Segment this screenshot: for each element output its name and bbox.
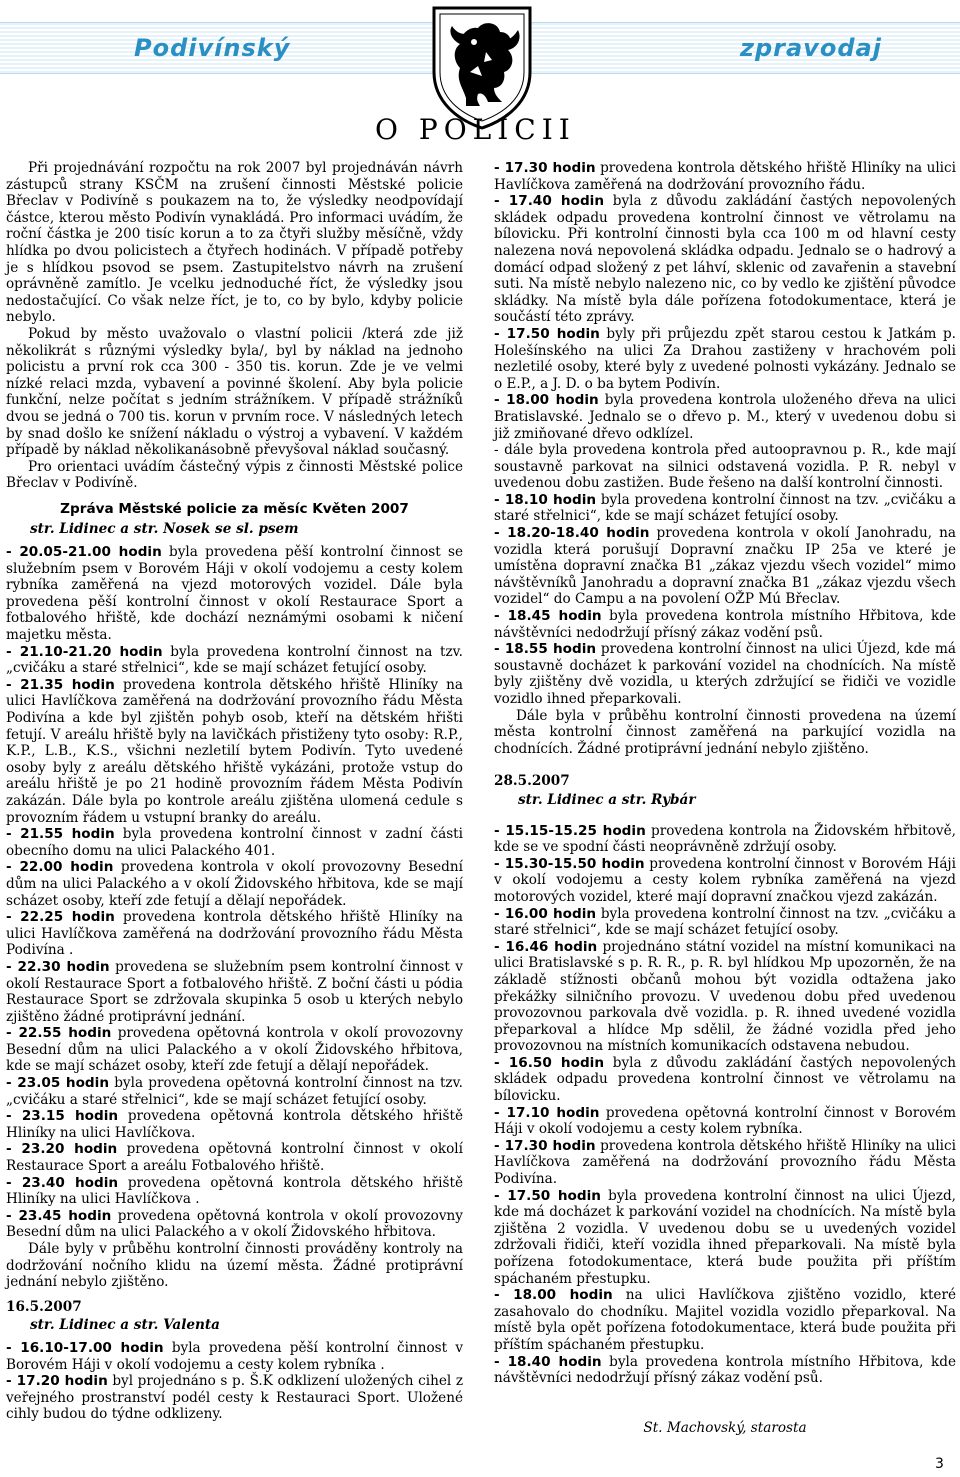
entry-text: - dále byla provedena kontrola před autoopravnou p. R., kde mají soustavně parkovat na silnici odstavená vozidla. P. R. nebyl v uvedenou dobu zastižen. Bude řešeno na další kontrolní činnosti. (494, 442, 956, 492)
log-entry (6, 1373, 463, 1423)
report-heading: Zpráva Městské policie za měsíc Květen 2007 (60, 500, 409, 517)
log-entry (494, 939, 956, 1055)
log-entry (494, 326, 956, 392)
entry-time: - 17.50 hodin (494, 325, 600, 342)
intro-paragraph: Pro orientaci uvádím částečný výpis z činnosti Městské police Břeclav v Podivíně. (6, 458, 463, 492)
log-entry (494, 608, 956, 641)
entry-text: byla provedena kontrolní činnost na tzv. „cvičáku a staré střelnici“, kde se mají scházet fetující osoby. (494, 905, 956, 939)
entry-text: provedena kontrola dětského hřiště Hliníky na ulici Havlíčkova zaměřená na dodržování provozního řádu. (494, 160, 956, 193)
entry-text: byla provedena kontrolní činnost na tzv. „cvičáku a staré střelnici“, kde se mají scházet fetující osoby. (494, 491, 956, 525)
entry-text: provedena kontrola dětského hřiště Hliníky na ulici Havlíčkova zaměřená na dodržování provozního řádu Města Podivína a kde byl zjištěn pohyb osob, kteří na dětském hřišti fetují. V areálu hřiště byly na lavičkách přistiženy tyto osoby: R.P., K.P., L.B., K.S., všichni nezletilí bytem Podivín. Tyto uvedené osoby byly z areálu dětského hřiště vykázáni, protože vstup do areálu hřiště je po 21 hodině provozním řádem Města Podivín zakázán. Dále byla po kontrole areálu zjištěna ulomená cedule s provozním řádem u vstupní branky do areálu. (6, 676, 463, 826)
summary-paragraph: Dále byla v průběhu kontrolní činnosti provedena na území města kontrolní činnost zaměřená na parkující vozidla na chodnících. Žádné protiprávní jednání nebylo zjištěno. (494, 707, 956, 757)
entry-text: byla provedena kontrola místního Hřbitova, kde návštěvníci nedodržují přísný zákaz vodění psů. (494, 1353, 956, 1387)
log-entry (494, 160, 956, 193)
entry-time: - 17.20 hodin (6, 1373, 108, 1390)
entry-time: - 20.05-21.00 hodin (6, 544, 162, 561)
entry-time: - 17.10 hodin (494, 1104, 600, 1121)
entry-text: byla provedena pěší kontrolní činnost v Borovém Háji v okolí vodojemu a cesty kolem rybníka . (6, 1339, 463, 1373)
log-entry (6, 677, 463, 826)
entry-text: byla provedena kontrola uloženého dřeva na ulici Bratislavské. Jednalo se o dřevo p. M., který v uvedenou dobu si již zmiňované dřevo odklízel. (494, 392, 956, 442)
log-entry (6, 959, 463, 1025)
log-entry (6, 1075, 463, 1108)
entry-time: - 16.46 hodin (494, 938, 598, 955)
entry-text: provedena kontrola v okolí provozovny Besední dům na ulici Palackého a v okolí Židovského hřbitova, kde se mají scházet osoby, kteří zde fetují a dělají nepořádek. (6, 859, 463, 909)
entry-time: - 22.00 hodin (6, 859, 114, 876)
entry-text: provedena kontrola dětského hřiště Hliníky na ulici Havlíčkova zaměřená na dodržování provozního řádu Města Podivína. (494, 1137, 956, 1188)
log-entry (6, 644, 463, 677)
entry-time: - 18.40 hodin (494, 1353, 602, 1370)
entry-time: - 18.00 hodin (494, 1287, 613, 1304)
entry-list (494, 823, 956, 1387)
entry-text: provedena kontrola na Židovském hřbitově, kde se ve spodní části neoprávněně zdržují osoby. (494, 822, 956, 856)
report-authors: str. Lidinec a str. Nosek se sl. psem (30, 521, 299, 538)
entry-time: - 23.20 hodin (6, 1141, 118, 1158)
entry-text: byla provedena kontrolní činnost v zadní části obecního domu na ulici Palackého 401. (6, 826, 463, 859)
entry-time: - 18.00 hodin (494, 392, 599, 409)
log-entry (6, 1208, 463, 1241)
log-entry (494, 641, 956, 707)
entry-text: provedena opětovná kontrola dětského hřiště Hliníky na ulici Havlíčkova . (6, 1174, 463, 1208)
log-entry (494, 1055, 956, 1105)
report-authors: str. Lidinec a str. Rybár (518, 791, 696, 808)
entry-time: - 23.40 hodin (6, 1174, 119, 1191)
entry-text: byla provedena opětovná kontrolní činnost na tzv. „cvičáku a staré střelnici“, kde se mají scházet fetující osoby. (6, 1075, 463, 1108)
entry-time: - 22.30 hodin (6, 958, 110, 975)
summary-paragraph: Dále byly v průběhu kontrolní činnosti prováděny kontroly na dodržování nočního klidu na území města. Žádné protiprávní jednání nebylo zjištěno. (6, 1241, 463, 1291)
entry-time: - 23.15 hodin (6, 1108, 119, 1125)
entry-time: - 17.30 hodin (494, 1137, 596, 1154)
entry-time: - 17.30 hodin (494, 160, 596, 176)
entry-text: projednáno státní vozidel na místní komunikaci na ulici Bratislavské s p. R. R., p. R. byl hlídkou Mp upozorněn, že na základě stížnosti občanů mohou být vozidla odtažena jako překážky silničního provozu. V uvedenou dobu před uvedenou provozovnou parkovala dvě vozidla. p. R. ihned uvedené vozidla přeparkoval a hlídce Mp sdělil, že žádné vozidla před jeho provozovnou na místních komunikacích odstavena nebudou. (494, 938, 956, 1055)
entry-text: provedena se služebním psem kontrolní činnost v okolí Restaurace Sport a fotbalového hřiště. Z boční části u pódia Restaurace Sport se zdržovala skupinka 5 osob u kterých nebylo zjištěno žádné protiprávní jednání. (6, 958, 463, 1025)
log-entry (494, 1354, 956, 1387)
entry-time: - 22.55 hodin (6, 1025, 112, 1042)
entry-text: byly při průjezdu zpět starou cestou k Jatkám p. Holešínského na ulici Za Drahou zastiženy v hrachovém poli nezletilé osoby, které byly z uvedené polnosti vykázány. Jednalo se o E.P., a J. D. o ba bytem Podivín. (494, 325, 956, 392)
entry-list (6, 544, 463, 1241)
log-entry (6, 544, 463, 644)
entry-text: na ulici Havlíčkova zjištěno vozidlo, které zasahovalo do chodníku. Majitel vozidla vozidlo přeparkoval. Na místě byla opět pořízena fotodokumentace, která bude použita při příštím spáchaném přestupku. (494, 1287, 956, 1353)
entry-time: - 18.55 hodin (494, 641, 597, 658)
entry-text: provedena kontrolní činnost na ulici Újezd, kde má soustavně docházet k parkování vozidel na chodnících. Na místě byly zjištěny dvě vozidla, u kterých zdržující se řidiči ve vozidle vozidlo ihned přeparkovali. (494, 641, 956, 707)
entry-list (6, 1340, 463, 1423)
entry-text: provedena kontrolní činnost v Borovém Háji v okolí vodojemu a cesty kolem rybníka zaměřená na vjezd motorových vozidel, které mají dopravní značkou vjezd zakázán. (494, 855, 956, 905)
report-date: 28.5.2007 (494, 773, 570, 790)
entry-text: provedena opětovná kontrola v okolí provozovny Besední dům na ulici Palackého a v okolí Židovského hřbitova. (6, 1207, 463, 1241)
entry-text: provedena kontrola v okolí Janohradu, na vozidla která porušují Dopravní značku IP 25a ve které je umístěna dopravní značka B1 „zákaz vjezdu všech vozidel“ mimo návštěvníků Janohradu a dopravní značka B1 „zákaz vjezdu všech vozidel“ do Campu a na povolení OŽP Mú Břeclav. (494, 525, 956, 608)
entry-time: - 23.05 hodin (6, 1075, 109, 1092)
log-entry (494, 1138, 956, 1188)
entry-text: byla provedena pěší kontrolní činnost se služebním psem v Borovém Háji v okolí vodojemu a cesty kolem rybníka zaměřená na vjezd motorových vozidel. Dále byla provedena pěší kontrolní činnost v okolí Restaurace Sport a fotbalového hřiště, kde dochází neznámými osobami k ničení majetku města. (6, 544, 463, 644)
log-entry (6, 1175, 463, 1208)
intro-paragraph: Při projednávání rozpočtu na rok 2007 byl projednáván návrh zástupců strany KSČM na zrušení činnosti Městské policie Břeclav v Podivíně s poukazem na to, že výsledky neodpovídají částce, kterou město Podivín vynakládá. Pro informaci uvádím, že roční částka je 200 tisíc korun a to za čtyři služby měsíčně, vždy hlídka po dvou policistech a čtyřech hodinách. V případě potřeby je s hlídkou psovod se psem. Zastupitelstvo návrh na zrušení oprávněně zamítlo. Je vcelku jednoduché říct, že výsledky jsou nedostačující. Co však nelze říct, je to, co by bylo, kdyby policie nebylo. (6, 160, 463, 326)
entry-text: byla z důvodu zakládání častých nepovolených skládek odpadu provedena kontrolní činnost ve větrolamu na bílovicku. (494, 1054, 956, 1105)
log-entry (494, 1188, 956, 1288)
entry-text: provedena opětovná kontrola dětského hřiště Hliníky na ulici Havlíčkova. (6, 1108, 463, 1141)
entry-text: provedena opětovná kontrolní činnost v okolí Restaurace Sport a areálu Fotbalového hřiště. (6, 1141, 463, 1175)
entry-text: provedena kontrola dětského hřiště Hliníky na ulici Havlíčkova zaměřená na dodržování provozního řádu Města Podivína . (6, 909, 463, 959)
town-crest-icon (426, 2, 538, 130)
entry-text: byl projednáno s p. Š.K odklizení uložených cihel z veřejného prostranství podél cesty k Restauraci Sport. Uložené cihly budou do týdne odklizeny. (6, 1373, 463, 1423)
page-number: 3 (935, 1456, 944, 1472)
section-title: O POLICII (375, 113, 576, 146)
log-entry (6, 1025, 463, 1075)
entry-time: - 15.15-15.25 hodin (494, 822, 646, 839)
report-date: 16.5.2007 (6, 1298, 82, 1315)
log-entry (494, 525, 956, 608)
entry-text: byla provedena kontrolní činnost na tzv. „cvičáku a staré střelnici“, kde se mají scházet fetující osoby. (6, 643, 463, 677)
entry-text: byla z důvodu zakládání častých nepovolených skládek odpadu provedena kontrolní činnost ve větrolamu na bílovicku. Při kontrolní činnosti byla cca 100 m od hlavní cesty nalezena nová nepovolená skládka odpadu. Jednalo se o hadrový a domácí odpad složený z pet láhví, sklenic od zavařenin a stavební suti. Na místě nebylo nalezeno nic, co by vedlo ke zjištění původce skládky. Na místě byla dále pořízena fotodokumentace, která je součástí této zprávy. (494, 193, 956, 326)
masthead-title-right: zpravodaj (740, 34, 882, 62)
log-entry (494, 1287, 956, 1353)
entry-time: - 18.45 hodin (494, 608, 602, 625)
log-entry (494, 492, 956, 525)
entry-time: - 16.50 hodin (494, 1054, 605, 1071)
log-entry (6, 1340, 463, 1373)
log-entry (494, 1105, 956, 1138)
log-entry (494, 193, 956, 326)
log-entry (494, 856, 956, 906)
intro-paragraph: Pokud by město uvažovalo o vlastní policii /která zde již několikrát s různými výsledky byla/, byl by náklad na jednoho policistu a první rok cca 300 - 350 tis. korun. Zde je ve velmi nízké relaci mzda, vybavení a povinné školení. Aby byla policie funkční, nelze počítat s jedním strážníkem. V případě strážníků dvou se jedná o 700 tis. korun v prvním roce. V následných letech by snad došlo ke snížení nákladu o výstroj a vybavení. V každém případě by náklad několikanásobně převyšoval náklad současný. (6, 325, 463, 459)
entry-time: - 16.00 hodin (494, 905, 597, 922)
log-entry (6, 1141, 463, 1174)
report-authors: str. Lidinec a str. Valenta (30, 1317, 220, 1334)
entry-text: provedena opětovná kontrola v okolí provozovny Besední dům na ulici Palackého a v okolí Židovského hřbitova, kde se mají scházet osoby, kteří zde fetují a dělají nepořádek. (6, 1025, 463, 1075)
entry-time: - 16.10-17.00 hodin (6, 1339, 164, 1356)
entry-time: - 21.55 hodin (6, 826, 115, 843)
log-entry (6, 909, 463, 959)
masthead-title-left: Podivínský (134, 34, 291, 62)
entry-time: - 21.35 hodin (6, 676, 115, 693)
entry-time: - 17.50 hodin (494, 1187, 601, 1204)
entry-time: - 15.30-15.50 hodin (494, 855, 645, 872)
entry-time: - 22.25 hodin (6, 909, 115, 926)
entry-text: byla provedena kontrolní činnost na ulici Újezd, kde má docházet k parkování vozidel na chodnících. Na místě byla zjištěna 2 vozidla. V uvedenou dobu se u uvedených vozidel zdržovali řidiči, kteří vozidla ihned přeparkovali. Na místě byla pořízena fotodokumentace, která bude použita při příštím spáchaném přestupku. (494, 1187, 956, 1287)
log-entry (494, 823, 956, 856)
left-column (6, 160, 463, 1423)
entry-time: - 18.20-18.40 hodin (494, 525, 650, 542)
entry-time: - 23.45 hodin (6, 1207, 112, 1224)
entry-text: byla provedena kontrola místního Hřbitova, kde návštěvníci nedodržují přísný zákaz vodění psů. (494, 608, 956, 641)
entry-time: - 21.10-21.20 hodin (6, 643, 163, 660)
log-entry (494, 442, 956, 492)
log-entry (6, 1108, 463, 1141)
log-entry (6, 859, 463, 909)
entry-time: - 18.10 hodin (494, 491, 597, 508)
entry-text: provedena opětovná kontrolní činnost v Borovém Háji v okolí vodojemu a cesty kolem rybníka. (494, 1104, 956, 1138)
log-entry (494, 906, 956, 939)
log-entry (6, 826, 463, 859)
entry-list (494, 160, 956, 708)
log-entry (494, 392, 956, 442)
right-column (494, 160, 956, 1387)
signature: St. Machovský, starosta (643, 1420, 807, 1436)
entry-time: - 17.40 hodin (494, 193, 605, 210)
